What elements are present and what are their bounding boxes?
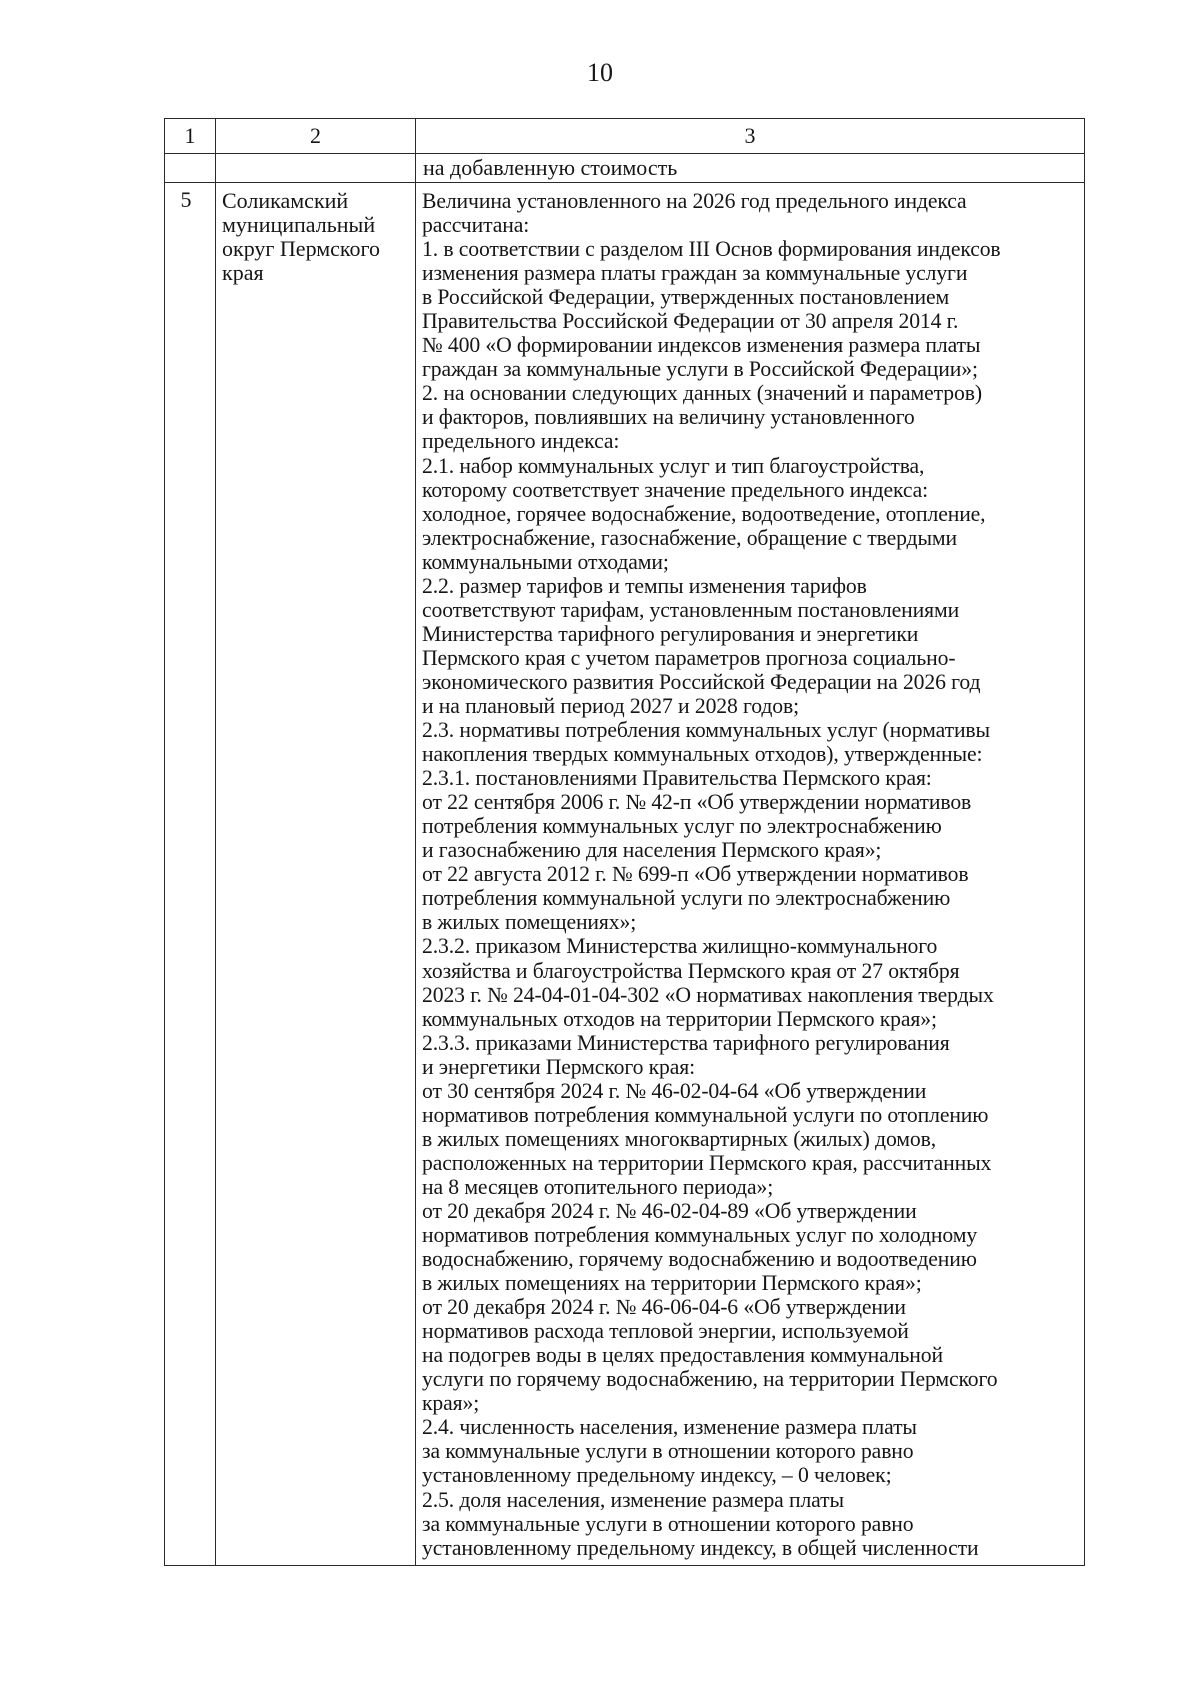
text-line: 2.1. набор коммунальных услуг и тип благоустройства, [422,453,925,478]
text-line: 2. на основании следующих данных (значений и параметров) [422,381,982,406]
text-line: установленному предельному индексу, – 0 человек; [422,1463,892,1488]
continuation-cell-3 [416,154,1085,183]
text-line: нормативов расхода тепловой энергии, используемой [422,1319,909,1344]
text-line: холодное, горячее водоснабжение, водоотведение, отопление, [422,501,986,526]
text-line: от 22 сентября 2006 г. № 42-п «Об утверждении нормативов [422,790,972,815]
text-line: граждан за коммунальные услуги в Российской Федерации»; [422,357,978,382]
text-line: 2.3.2. приказом Министерства жилищно-коммунального [422,934,938,959]
text-line: нормативов потребления коммунальных услуг по холодному [422,1223,978,1248]
text-line: которому соответствует значение предельного индекса: [422,477,929,502]
text-line: в жилых помещениях»; [422,910,637,935]
text-line: и газоснабжению для населения Пермского края»; [422,838,882,863]
text-line: хозяйства и благоустройства Пермского края от 27 октября [422,958,960,983]
text-line: и энергетики Пермского края: [422,1054,695,1079]
text-line: 1. в соответствии с разделом III Основ формирования индексов [422,237,1001,262]
text-line: электроснабжение, газоснабжение, обращение с твердыми [422,525,957,550]
text-line: на 8 месяцев отопительного периода»; [422,1174,774,1199]
district-line: края [222,260,264,285]
text-line: от 20 декабря 2024 г. № 46-02-04-89 «Об утверждении [422,1198,917,1223]
table-header-row [165,119,1085,154]
text-line: края»; [422,1391,480,1416]
text-line: от 20 декабря 2024 г. № 46-06-04-6 «Об утверждении [422,1295,906,1320]
text-line: нормативов потребления коммунальной услуги по отоплению [422,1102,989,1127]
continuation-cell-2 [216,154,416,183]
text-line: в жилых помещениях многоквартирных (жилых) домов, [422,1126,937,1151]
text-line: Пермского края с учетом параметров прогноза социально- [422,645,956,670]
text-line: экономического развития Российской Федерации на 2026 год [422,669,981,694]
text-line: соответствуют тарифам, установленным постановлениями [422,597,960,622]
text-line: коммунальными отходами; [422,549,669,574]
text-line: Министерства тарифного регулирования и энергетики [422,621,919,646]
text-line: потребления коммунальной услуги по электроснабжению [422,886,951,911]
district-name [216,183,415,285]
text-line: и факторов, повлиявших на величину установленного [422,405,915,430]
text-line: в жилых помещениях на территории Пермского края»; [422,1271,922,1296]
text-line: от 22 августа 2012 г. № 699-п «Об утверждении нормативов [422,862,969,887]
description-cell [416,183,1085,1566]
text-line: изменения размера платы граждан за коммунальные услуги [422,261,968,286]
description-text [416,183,1084,1560]
district-line: муниципальный [222,212,376,237]
page-number: 10 [587,58,613,87]
text-line: предельного индекса: [422,429,620,454]
text-line: водоснабжению, горячему водоснабжению и водоотведению [422,1247,977,1272]
district-cell [216,183,416,1566]
text-line: 2.4. численность населения, изменение размера платы [422,1415,917,1440]
text-line: в Российской Федерации, утвержденных постановлением [422,285,950,310]
text-line: услуги по горячему водоснабжению, на территории Пермского [422,1367,998,1392]
text-line: накопления твердых коммунальных отходов), утвержденные: [422,742,983,767]
row-number-cell [165,183,216,1566]
continuation-row [165,154,1085,183]
text-line: от 30 сентября 2024 г. № 46-02-04-64 «Об утверждении [422,1078,927,1103]
text-line: № 400 «О формировании индексов изменения размера платы [422,333,981,358]
row-number: 5 [180,187,192,212]
continuation-text: на добавленную стоимость [423,155,678,180]
table-row [165,183,1085,1566]
district-line: округ Пермского [222,236,380,261]
text-line: 2.3.3. приказами Министерства тарифного регулирования [422,1030,950,1055]
text-line: за коммунальные услуги в отношении которого равно [422,1439,914,1464]
header-cell-3: 3 [416,119,1085,154]
text-line: 2.5. доля населения, изменение размера платы [422,1487,844,1512]
header-cell-1: 1 [165,119,216,154]
text-line: за коммунальные услуги в отношении которого равно [422,1511,914,1536]
district-line: Соликамский [222,188,349,213]
text-line: 2.3. нормативы потребления коммунальных услуг (нормативы [422,718,990,743]
continuation-cell-1 [165,154,216,183]
text-line: и на плановый период 2027 и 2028 годов; [422,693,800,718]
text-line: на подогрев воды в целях предоставления коммунальной [422,1343,944,1368]
document-table [164,118,1085,1566]
header-cell-2: 2 [216,119,416,154]
text-line: Правительства Российской Федерации от 30 апреля 2014 г. [422,309,959,334]
text-line: потребления коммунальных услуг по электроснабжению [422,814,942,839]
text-line: коммунальных отходов на территории Пермского края»; [422,1006,937,1031]
text-line: 2.3.1. постановлениями Правительства Пермского края: [422,766,932,791]
text-line: 2.2. размер тарифов и темпы изменения тарифов [422,573,867,598]
text-line: 2023 г. № 24-04-01-04-302 «О нормативах накопления твердых [422,982,994,1007]
text-line: расположенных на территории Пермского края, рассчитанных [422,1150,992,1175]
text-line: Величина установленного на 2026 год предельного индекса [422,189,967,213]
text-line: рассчитана: [422,213,530,238]
text-line: установленному предельному индексу, в общей численности [422,1535,979,1560]
